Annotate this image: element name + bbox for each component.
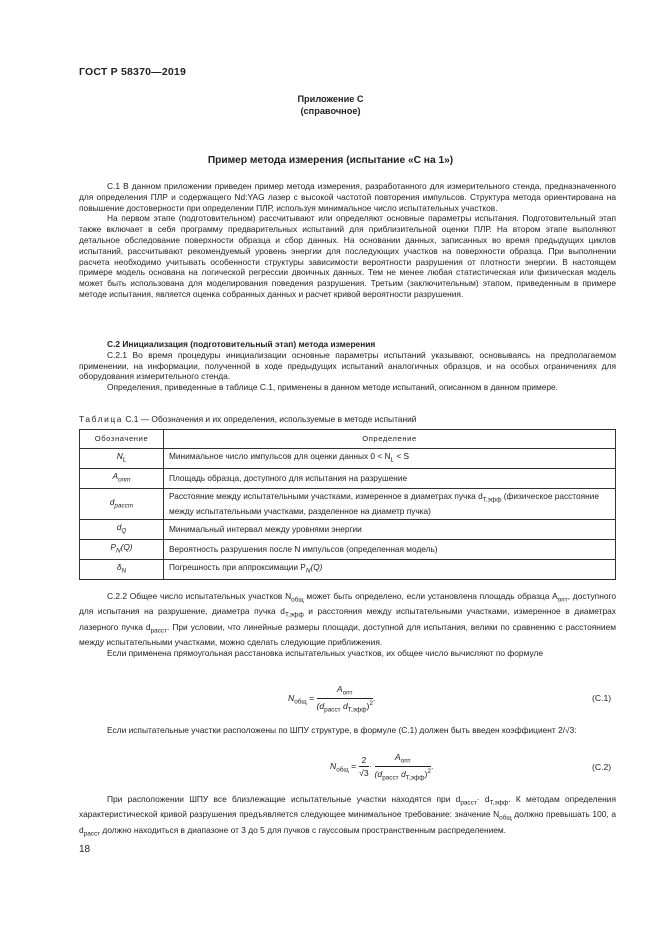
table-caption-text: С.1 — Обозначения и их определения, используемые в методе испытаний bbox=[125, 414, 417, 424]
appendix-subtitle: (справочное) bbox=[300, 106, 361, 116]
c2-heading: С.2 Инициализация (подготовительный этап) метода измерения bbox=[107, 339, 376, 349]
page-number: 18 bbox=[79, 844, 91, 855]
c22-paragraph-3: Если испытательные участки расположены по ШПУ структуре, в формуле (С.1) должен быть введен коэффициент 2/√3: bbox=[107, 725, 577, 735]
definition-cell: Расстояние между испытательными участками, измеренное в диаметрах пучка $d_{Т,эфф}$ (физическое расстояние между испытательными участками, разделенное на диаметр пучка) bbox=[164, 489, 616, 520]
table-row bbox=[80, 540, 616, 560]
formula-c1: $N_{общ}$ = $\frac{A_{опт}}{(d_{расст} d_{Т,эфф})^2}$ . bbox=[288, 684, 376, 714]
c2-paragraph-2: Определения, приведенные в таблице С.1, применены в данном методе испытаний, описанном в данном примере. bbox=[107, 382, 558, 393]
symbol-cell: $d_{расст}$ bbox=[80, 489, 164, 520]
appendix-title: Приложение С bbox=[297, 94, 364, 104]
symbol-cell: $A_{опт}$ bbox=[80, 469, 164, 489]
symbol-cell: $P_N(Q)$ bbox=[80, 540, 164, 560]
table-row bbox=[80, 519, 616, 539]
formula-c2-fraction: $\frac{A_{опт}}{(d_{расст} d_{Т,эфф})^2}$ bbox=[374, 752, 431, 782]
definition-cell: Погрешность при аппроксимации $P_N(Q)$ bbox=[164, 560, 616, 580]
section-title: Пример метода измерения (испытание «С на 1») bbox=[207, 155, 454, 166]
definition-cell: Минимальный интервал между уровнями энергии bbox=[164, 519, 616, 539]
c2-paragraph-1: С.2.1 Во время процедуры инициализации основные параметры испытаний указывают, основываясь на предполагаемом применении, на информации, полученной в ходе предыдущих испытаний аналогичных образцов, и на особых ограничениях для оборудования измерительного стенда. bbox=[79, 349, 616, 382]
definitions-table bbox=[79, 429, 616, 580]
definition-cell: Вероятность разрушения после N импульсов (определенная модель) bbox=[164, 540, 616, 560]
table-row bbox=[80, 449, 616, 469]
c22-block-2 bbox=[79, 725, 616, 736]
definition-cell: Минимальное число импульсов для оценки данных $0 < N_L < S$ bbox=[164, 449, 616, 469]
table-row bbox=[80, 469, 616, 489]
intro-paragraph-2: На первом этапе (подготовительном) рассчитывают или определяют основные параметры испытания. Подготовительный этап также включает в себя программу предварительных испытаний для приблизительной оценки ПЛР. На втором этапе выполняют детальное обследование поверхности образца и сбор данных. На основании данных, записанных во время предыдущих циклов испытаний, рассчитывают рекомендуемый уровень энергии для последующих участков на поверхности образца. При выполнении расчета необходимо учитывать особенности структуры зависимости вероятности разрушения от плотности энергии. В настоящем примере модель основана на логической регрессии двоичных данных. Тем не менее любая статистическая или физическая модель может быть использована для моделирования поведения разрушения. Третьим (заключительным) этапом, приведенным в примере методе испытания, является оценка собранных данных и расчет кривой вероятности разрушения. bbox=[79, 213, 616, 299]
column-header-symbol: Обозначение bbox=[80, 430, 164, 449]
formula-c2: $N_{общ}$ = $\frac{2}{√3}$ · $\frac{A_{опт}}{(d_{расст} d_{Т,эфф})^2}$ . bbox=[330, 752, 434, 782]
symbol-cell: $d_Q$ bbox=[80, 519, 164, 539]
formula-c2-coefficient: $\frac{2}{√3}$ bbox=[359, 755, 369, 779]
table-caption bbox=[79, 414, 416, 424]
c22-paragraph-1: С.2.2 Общее число испытательных участков $N_{общ}$ может быть определено, если установлена площадь образца $A_{опт}$, доступного для испытания на разрушение, диаметра пучка $d_{Т,эфф}$ и расстояния между испытательными участками, измеренное в диаметрах лазерного пучка $d_{расст}$. При условии, что линейные размеры площади, доступной для испытания, велики по сравнению с расстоянием между испытательными участками, можно сделать следующие приближения. bbox=[79, 591, 617, 648]
intro-paragraph-1: С.1 В данном приложении приведен пример метода измерения, разработанного для измерительного стенда, предназначенного для определения ПЛР и содержащего Nd:YAG лазер с высокой частотой повторения импульсов. Структура метода ориентирована на повышение достоверности при определении ПЛР, используя минимальное число испытательных участков. bbox=[79, 181, 616, 213]
standard-header: ГОСТ Р 58370—2019 bbox=[79, 66, 187, 78]
c2-block bbox=[79, 339, 616, 393]
table-row bbox=[80, 560, 616, 580]
c22-block-3 bbox=[79, 794, 616, 840]
column-header-definition: Определение bbox=[164, 430, 616, 449]
formula-c1-fraction: $\frac{A_{опт}}{(d_{расст} d_{Т,эфф})^2}$ bbox=[316, 684, 373, 714]
table-row bbox=[80, 489, 616, 520]
intro-block bbox=[79, 181, 616, 300]
symbol-cell: $\delta_N$ bbox=[80, 560, 164, 580]
table-caption-label: Таблица bbox=[79, 414, 124, 424]
c22-paragraph-4: При расположении ШПУ все близлежащие испытательные участки находятся при $d_{расст}\cdot d_{Т,эфф}$. К методам определения характеристической кривой разрушения предъявляется следующее минимальное требование: значение $N_{общ}$ должно превышать 100, а $d_{расст}$ должно находиться в диапазоне от 3 до 5 для пучков с гауссовым пространственным распределением. bbox=[79, 794, 616, 838]
formula-c1-number: (С.1) bbox=[592, 693, 612, 703]
c22-block bbox=[79, 591, 616, 659]
table-header-row bbox=[80, 430, 616, 449]
definition-cell: Площадь образца, доступного для испытания на разрушение bbox=[164, 469, 616, 489]
symbol-cell: $N_L$ bbox=[80, 449, 164, 469]
c22-paragraph-2: Если применена прямоугольная расстановка испытательных участков, их общее число вычисляют по формуле bbox=[107, 648, 543, 659]
formula-c2-number: (С.2) bbox=[592, 762, 612, 772]
